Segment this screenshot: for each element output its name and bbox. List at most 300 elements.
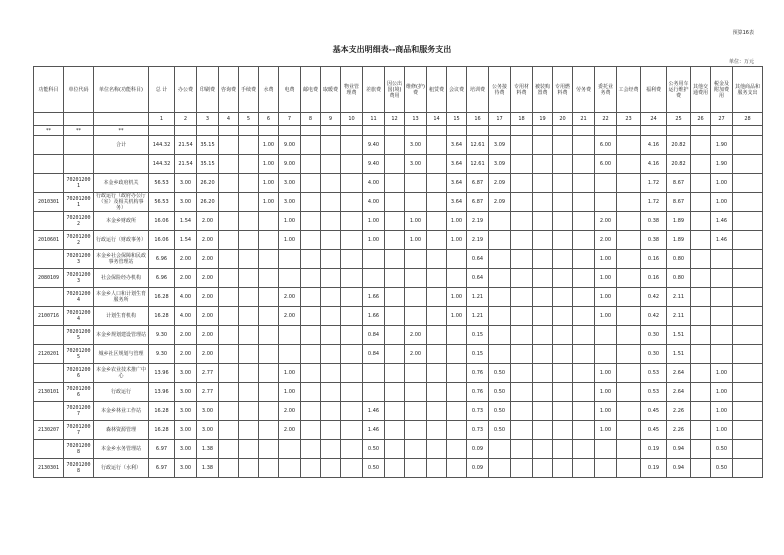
column-header: 咨询费 [219, 67, 239, 113]
value-cell: 0.94 [667, 459, 691, 478]
value-cell [341, 326, 363, 345]
value-cell [239, 383, 259, 402]
column-header: 物业管理费 [341, 67, 363, 113]
value-cell: 0.50 [711, 459, 733, 478]
value-cell: 0.42 [641, 307, 667, 326]
value-cell [733, 364, 763, 383]
value-cell [239, 326, 259, 345]
subject-code-cell [34, 212, 64, 231]
value-cell [553, 155, 573, 174]
value-cell: 16.28 [149, 402, 175, 421]
value-cell: 1.00 [447, 307, 467, 326]
value-cell [385, 383, 405, 402]
value-cell: 0.38 [641, 212, 667, 231]
value-cell [385, 307, 405, 326]
star-cell [667, 126, 691, 136]
value-cell [691, 136, 711, 155]
value-cell [573, 250, 595, 269]
value-cell [733, 421, 763, 440]
value-cell [385, 231, 405, 250]
value-cell: 3.00 [175, 174, 197, 193]
value-cell: 2.00 [175, 250, 197, 269]
value-cell: 0.30 [641, 345, 667, 364]
value-cell [321, 326, 341, 345]
column-number: 13 [405, 113, 427, 126]
star-cell [573, 126, 595, 136]
value-cell: 2.00 [405, 345, 427, 364]
value-cell [259, 402, 279, 421]
value-cell: 2.09 [489, 174, 511, 193]
value-cell [341, 212, 363, 231]
value-cell: 3.09 [489, 136, 511, 155]
value-cell: 1.66 [363, 307, 385, 326]
value-cell [711, 288, 733, 307]
value-cell [533, 326, 553, 345]
value-cell [405, 174, 427, 193]
column-header: 总 计 [149, 67, 175, 113]
value-cell [259, 231, 279, 250]
value-cell: 1.00 [447, 288, 467, 307]
unit-code-cell [64, 155, 94, 174]
value-cell: 1.00 [259, 174, 279, 193]
unit-name-cell: 本金乡规划建设管理站 [94, 326, 149, 345]
column-number: 4 [219, 113, 239, 126]
subject-code-cell: 2080109 [34, 269, 64, 288]
value-cell: 0.73 [467, 402, 489, 421]
value-cell [573, 288, 595, 307]
value-cell [489, 288, 511, 307]
value-cell [511, 174, 533, 193]
value-cell: 2.09 [489, 193, 511, 212]
value-cell [321, 307, 341, 326]
value-cell [511, 402, 533, 421]
value-cell [259, 212, 279, 231]
star-cell [511, 126, 533, 136]
value-cell [595, 459, 617, 478]
value-cell [219, 440, 239, 459]
value-cell: 6.97 [149, 459, 175, 478]
subject-code-cell: 2120201 [34, 345, 64, 364]
value-cell: 1.66 [363, 288, 385, 307]
value-cell: 0.73 [467, 421, 489, 440]
value-cell: 0.19 [641, 440, 667, 459]
value-cell [341, 174, 363, 193]
value-cell: 0.50 [363, 459, 385, 478]
value-cell [711, 326, 733, 345]
unit-name-cell: 社会保险经办机构 [94, 269, 149, 288]
value-cell [239, 288, 259, 307]
value-cell [239, 136, 259, 155]
column-header: 其他商品和服务支出 [733, 67, 763, 113]
value-cell: 1.46 [363, 402, 385, 421]
value-cell [691, 231, 711, 250]
value-cell: 3.00 [405, 136, 427, 155]
value-cell [511, 269, 533, 288]
unit-name-cell: 本金乡政府机关 [94, 174, 149, 193]
value-cell [511, 212, 533, 231]
value-cell: 4.16 [641, 155, 667, 174]
value-cell [239, 250, 259, 269]
star-cell [489, 126, 511, 136]
value-cell [279, 440, 301, 459]
value-cell [259, 345, 279, 364]
value-cell [321, 174, 341, 193]
value-cell: 3.00 [279, 193, 301, 212]
value-cell [533, 155, 553, 174]
value-cell [733, 402, 763, 421]
value-cell: 2.19 [467, 231, 489, 250]
value-cell [239, 231, 259, 250]
value-cell: 1.00 [363, 212, 385, 231]
value-cell: 3.00 [175, 383, 197, 402]
value-cell: 2.00 [175, 345, 197, 364]
value-cell [533, 421, 553, 440]
table-row [34, 307, 763, 326]
value-cell: 1.46 [711, 212, 733, 231]
value-cell [219, 250, 239, 269]
unit-label: 单位：万元 [728, 59, 754, 65]
table-row [34, 440, 763, 459]
star-cell [641, 126, 667, 136]
value-cell [489, 440, 511, 459]
subject-code-cell: 2010601 [34, 231, 64, 250]
subject-code-cell [34, 174, 64, 193]
star-cell [321, 126, 341, 136]
unit-name-cell: 行政运行（财政事务） [94, 231, 149, 250]
value-cell: 2.00 [405, 326, 427, 345]
value-cell [259, 307, 279, 326]
unit-name-cell [94, 155, 149, 174]
value-cell [405, 307, 427, 326]
value-cell: 1.89 [667, 212, 691, 231]
value-cell: 2.00 [197, 269, 219, 288]
value-cell [533, 174, 553, 193]
value-cell: 1.54 [175, 212, 197, 231]
value-cell [511, 421, 533, 440]
value-cell [691, 288, 711, 307]
value-cell: 1.51 [667, 345, 691, 364]
star-cell: ** [34, 126, 64, 136]
value-cell [385, 269, 405, 288]
value-cell [405, 383, 427, 402]
value-cell: 21.54 [175, 155, 197, 174]
table-row [34, 269, 763, 288]
value-cell [321, 212, 341, 231]
value-cell: 9.00 [279, 155, 301, 174]
value-cell: 20.82 [667, 136, 691, 155]
value-cell [405, 440, 427, 459]
value-cell [321, 231, 341, 250]
value-cell: 0.80 [667, 250, 691, 269]
value-cell [219, 288, 239, 307]
value-cell: 2.00 [197, 307, 219, 326]
value-cell [239, 440, 259, 459]
column-header: 手续费 [239, 67, 259, 113]
value-cell: 1.51 [667, 326, 691, 345]
column-header: 维修(护)费 [405, 67, 427, 113]
value-cell [321, 440, 341, 459]
unit-name-cell: 森林资源管理 [94, 421, 149, 440]
value-cell [219, 421, 239, 440]
value-cell [363, 269, 385, 288]
value-cell [511, 288, 533, 307]
value-cell: 1.00 [447, 212, 467, 231]
value-cell [219, 231, 239, 250]
value-cell [427, 193, 447, 212]
value-cell [447, 269, 467, 288]
value-cell [553, 326, 573, 345]
value-cell [405, 402, 427, 421]
value-cell [239, 307, 259, 326]
value-cell [573, 421, 595, 440]
value-cell: 3.64 [447, 136, 467, 155]
value-cell [301, 440, 321, 459]
value-cell [553, 250, 573, 269]
value-cell: 0.50 [363, 440, 385, 459]
value-cell: 2.11 [667, 307, 691, 326]
value-cell [405, 421, 427, 440]
value-cell [219, 269, 239, 288]
value-cell [733, 459, 763, 478]
value-cell [691, 212, 711, 231]
star-cell [239, 126, 259, 136]
value-cell: 1.00 [711, 364, 733, 383]
value-cell: 1.00 [279, 231, 301, 250]
star-cell [175, 126, 197, 136]
value-cell [553, 288, 573, 307]
value-cell [573, 326, 595, 345]
value-cell [427, 421, 447, 440]
value-cell [511, 326, 533, 345]
value-cell: 1.90 [711, 136, 733, 155]
value-cell [533, 364, 553, 383]
star-cell [733, 126, 763, 136]
subject-code-cell: 2100716 [34, 307, 64, 326]
value-cell [259, 250, 279, 269]
unit-name-cell: 城乡社区规划与管理 [94, 345, 149, 364]
value-cell: 56.53 [149, 174, 175, 193]
value-cell [301, 326, 321, 345]
value-cell: 4.00 [363, 174, 385, 193]
value-cell: 2.00 [197, 231, 219, 250]
value-cell [691, 364, 711, 383]
value-cell: 21.54 [175, 136, 197, 155]
column-number: 21 [573, 113, 595, 126]
subject-code-cell [34, 250, 64, 269]
value-cell: 3.00 [175, 193, 197, 212]
value-cell [427, 326, 447, 345]
value-cell: 2.26 [667, 421, 691, 440]
value-cell: 2.00 [595, 212, 617, 231]
value-cell [405, 364, 427, 383]
value-cell [341, 288, 363, 307]
value-cell [553, 345, 573, 364]
value-cell [733, 231, 763, 250]
value-cell: 16.06 [149, 231, 175, 250]
value-cell [595, 440, 617, 459]
page-title: 基本支出明细表--商品和服务支出 [332, 44, 452, 54]
value-cell [617, 212, 641, 231]
unit-code-cell: 702012003 [64, 250, 94, 269]
unit-name-cell: 合计 [94, 136, 149, 155]
value-cell [617, 364, 641, 383]
table-row [34, 459, 763, 478]
value-cell [321, 345, 341, 364]
column-number: 25 [667, 113, 691, 126]
unit-name-cell: 本金乡林业工作站 [94, 402, 149, 421]
value-cell: 1.21 [467, 307, 489, 326]
value-cell: 1.00 [447, 231, 467, 250]
value-cell [239, 421, 259, 440]
value-cell [573, 269, 595, 288]
value-cell: 0.50 [489, 364, 511, 383]
value-cell [259, 421, 279, 440]
value-cell [279, 250, 301, 269]
column-header: 取暖费 [321, 67, 341, 113]
value-cell [617, 250, 641, 269]
table-row [34, 193, 763, 212]
value-cell [219, 326, 239, 345]
star-cell [341, 126, 363, 136]
value-cell [385, 174, 405, 193]
column-header: 专用材料费 [511, 67, 533, 113]
value-cell: 1.00 [279, 383, 301, 402]
value-cell [385, 193, 405, 212]
value-cell [489, 307, 511, 326]
value-cell [573, 459, 595, 478]
value-cell: 6.96 [149, 250, 175, 269]
value-cell: 0.42 [641, 288, 667, 307]
value-cell: 0.16 [641, 250, 667, 269]
value-cell [617, 174, 641, 193]
value-cell: 1.00 [711, 421, 733, 440]
column-header: 专用燃料费 [553, 67, 573, 113]
value-cell: 2.00 [279, 421, 301, 440]
column-header: 租赁费 [427, 67, 447, 113]
value-cell [405, 288, 427, 307]
star-cell [301, 126, 321, 136]
value-cell [691, 459, 711, 478]
value-cell [427, 155, 447, 174]
column-header: 会议费 [447, 67, 467, 113]
value-cell [489, 326, 511, 345]
value-cell [427, 136, 447, 155]
value-cell [219, 383, 239, 402]
value-cell: 2.00 [279, 288, 301, 307]
column-header: 被装购置费 [533, 67, 553, 113]
value-cell [321, 250, 341, 269]
value-cell [533, 459, 553, 478]
value-cell [617, 345, 641, 364]
value-cell: 3.00 [197, 421, 219, 440]
column-number: 16 [467, 113, 489, 126]
value-cell [617, 155, 641, 174]
value-cell [617, 193, 641, 212]
value-cell [259, 459, 279, 478]
value-cell: 1.38 [197, 440, 219, 459]
value-cell [447, 459, 467, 478]
column-number: 24 [641, 113, 667, 126]
value-cell [489, 250, 511, 269]
value-cell: 0.45 [641, 402, 667, 421]
table-row [34, 364, 763, 383]
value-cell [259, 269, 279, 288]
value-cell: 56.53 [149, 193, 175, 212]
value-cell [447, 402, 467, 421]
column-number: 17 [489, 113, 511, 126]
value-cell: 1.72 [641, 193, 667, 212]
column-header: 公务用车运行维护费 [667, 67, 691, 113]
column-number: 5 [239, 113, 259, 126]
value-cell [405, 193, 427, 212]
value-cell [427, 250, 447, 269]
value-cell [239, 155, 259, 174]
unit-name-cell: 行政运行（水利） [94, 459, 149, 478]
value-cell [511, 155, 533, 174]
value-cell [733, 212, 763, 231]
star-cell [691, 126, 711, 136]
value-cell [259, 364, 279, 383]
value-cell [553, 402, 573, 421]
value-cell: 0.45 [641, 421, 667, 440]
value-cell: 1.72 [641, 174, 667, 193]
value-cell: 1.54 [175, 231, 197, 250]
star-cell [447, 126, 467, 136]
value-cell [239, 402, 259, 421]
table-row [34, 174, 763, 193]
value-cell: 1.00 [711, 193, 733, 212]
value-cell [533, 193, 553, 212]
unit-code-cell: 702012008 [64, 440, 94, 459]
value-cell [341, 231, 363, 250]
value-cell: 20.82 [667, 155, 691, 174]
value-cell: 9.40 [363, 155, 385, 174]
value-cell: 0.50 [489, 402, 511, 421]
value-cell [617, 421, 641, 440]
column-number: 27 [711, 113, 733, 126]
value-cell [279, 326, 301, 345]
value-cell: 3.09 [489, 155, 511, 174]
value-cell [553, 364, 573, 383]
value-cell [301, 155, 321, 174]
value-cell [511, 136, 533, 155]
value-cell [385, 326, 405, 345]
value-cell: 2.00 [279, 307, 301, 326]
value-cell [301, 345, 321, 364]
unit-code-cell: 702012003 [64, 269, 94, 288]
value-cell [533, 212, 553, 231]
value-cell: 0.30 [641, 326, 667, 345]
star-cell [711, 126, 733, 136]
value-cell: 0.64 [467, 269, 489, 288]
value-cell: 35.15 [197, 136, 219, 155]
value-cell [595, 326, 617, 345]
value-cell: 1.38 [197, 459, 219, 478]
value-cell: 1.00 [595, 364, 617, 383]
column-number: 14 [427, 113, 447, 126]
value-cell [341, 136, 363, 155]
value-cell: 2.00 [197, 326, 219, 345]
star-cell [363, 126, 385, 136]
value-cell: 0.50 [489, 383, 511, 402]
table-row [34, 136, 763, 155]
value-cell: 6.87 [467, 193, 489, 212]
value-cell [385, 421, 405, 440]
value-cell [279, 269, 301, 288]
value-cell [427, 231, 447, 250]
unit-code-cell: 702012002 [64, 212, 94, 231]
value-cell: 1.00 [595, 307, 617, 326]
